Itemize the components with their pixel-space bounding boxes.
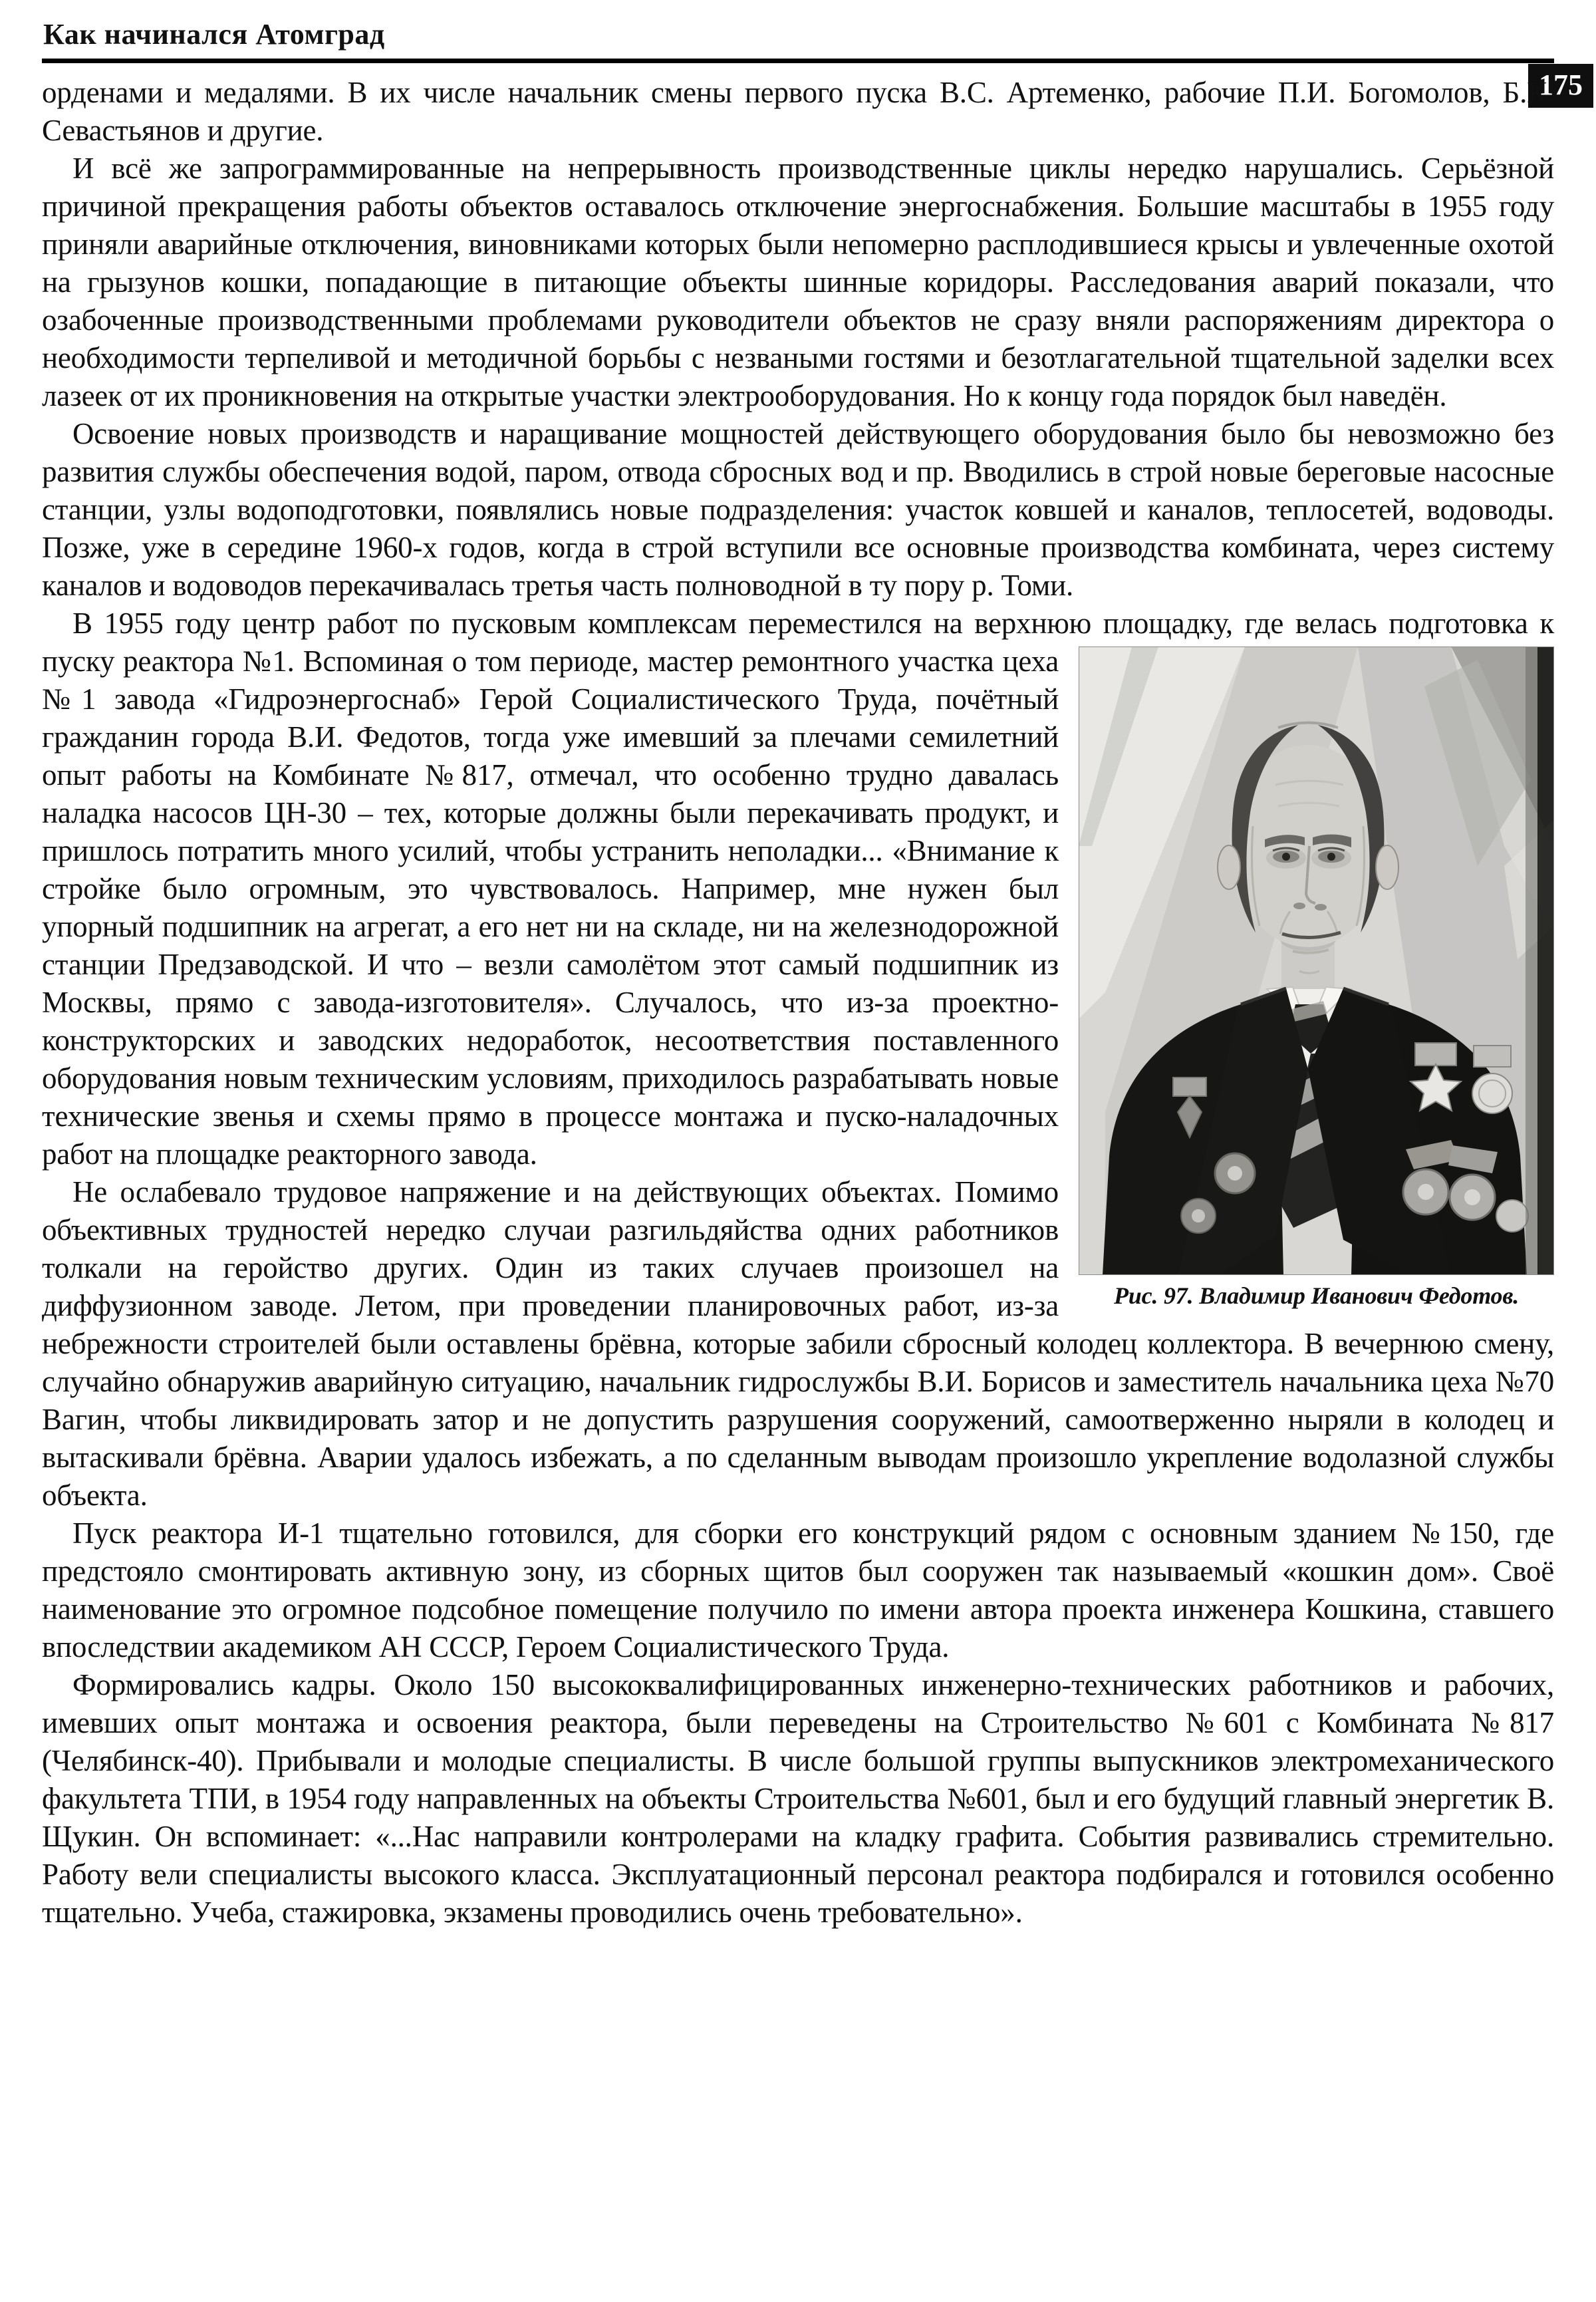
paragraph-1: орденами и медалями. В их числе начальник смены первого пуска В.С. Артеменко, рабочие П.И. Богомолов, Б.К. Севастьянов и другие. [42,76,1554,147]
body-text [42,74,1554,1932]
header-divider [42,59,1554,63]
page-content [42,17,1554,1932]
paragraph-6: Пуск реактора И-1 тщательно готовился, для сборки его конструкций рядом с основным зданием №150, где предстояло смонтировать активную зону, из сборных щитов был сооружен так называемый «кошкин дом». Своё наименование это огромное подсобное помещение получило по имени автора проекта инженера Кошкина, ставшего впоследствии академиком АН СССР, Героем Социалистического Труда. [42,1516,1554,1663]
page-title: Как начинался Атомград [43,18,385,51]
paragraph-5: Не ослабевало трудовое напряжение и на действующих объектах. Помимо объективных трудностей нередко случаи разгильдяйства одних работников толкали на геройство других. Один из таких случаев произошел на диффузионном заводе. Летом, при проведении планировочных работ, из-за небрежности строителей были оставлены брёвна, которые забили сбросный колодец коллектора. В вечернюю смену, случайно обнаружив аварийную ситуацию, начальник гидрослужбы В.И. Борисов и заместитель начальника цеха №70 Вагин, чтобы ликвидировать затор и не допустить разрушения сооружений, самоотверженно ныряли в колодец и вытаскивали брёвна. Аварии удалось избежать, а по сделанным выводам произошло укрепление водолазной службы объекта. [42,1175,1554,1512]
portrait-figure [1079,647,1554,1311]
paragraph-3: Освоение новых производств и наращивание мощностей действующего оборудования было бы невозможно без развития службы обеспечения водой, паром, отвода сбросных вод и пр. Вводились в строй новые береговые насосные станции, узлы водоподготовки, появлялись новые подразделения: участок ковшей и каналов, теплосетей, водоводы. Позже, уже в середине 1960-х годов, когда в строй вступили все основные производства комбината, через систему каналов и водоводов перекачивалась третья часть полноводной в ту пору р. Томи. [42,417,1554,602]
paragraph-7: Формировались кадры. Около 150 высококвалифицированных инженерно-технических работников и рабочих, имевших опыт монтажа и освоения реактора, были переведены на Строительство №601 с Комбината №817 (Челябинск-40). Прибывали и молодые специалисты. В числе большой группы выпускников электромеханического факультета ТПИ, в 1954 году направленных на объекты Строительства №601, был и его будущий главный энергетик В. Щукин. Он вспоминает: «...Нас направили контролерами на кладку графита. События развивались стремительно. Работу вели специалисты высокого класса. Эксплуатационный персонал реактора подбирался и готовился особенно тщательно. Учеба, стажировка, экзамены проводились очень требовательно». [42,1668,1554,1929]
scan-shadow [1526,647,1554,1275]
figure-caption: Рис. 97. Владимир Иванович Федотов. [1113,1282,1520,1309]
paragraph-4-rest: подготовка к пуску реактора №1. Вспоминая о том периоде, мастер ремонтного участка цеха №1 завода «Гидроэнергоснаб» Герой Социалистического Труда, почётный гражданин города В.И. Федотов, тогда уже имевший за плечами семилетний опыт работы на Комбинате №817, отмечал, что особенно трудно давалась наладка насосов ЦН-30 – тех, которые должны были перекачивать продукт, и пришлось потратить много усилий, чтобы устранить неполадки... «Внимание к стройке было огромным, это чувствовалось. Например, мне нужен был упорный подшипник на агрегат, а его нет ни на складе, ни на железнодорожной станции Предзаводской. И что – везли самолётом этот самый подшипник из Москвы, прямо с завода-изготовителя». Случалось, что из-за проектно-конструкторских и заводских недоработок, несоответствия поставленного оборудования новым техническим условиям, приходилось разрабатывать новые технические звенья и схемы прямо в процессе монтажа и пуско-наладочных работ на площадке реакторного завода. [42,607,1554,1171]
portrait-photo [1079,647,1554,1275]
page-header [42,17,1554,63]
paragraph-4-intro: В 1955 году центр работ по пусковым комплексам переместился на верхнюю площадку, где велась [72,607,1377,640]
paragraph-2: И всё же запрограммированные на непрерывность производственные циклы нередко нарушались. Серьёзной причиной прекращения работы объектов оставалось отключение энергоснабжения. Большие масштабы в 1955 году приняли аварийные отключения, виновниками которых были непомерно расплодившиеся крысы и увлеченные охотой на грызунов кошки, попадающие в питающие объекты шинные коридоры. Расследования аварий показали, что озабоченные производственными проблемами руководители объектов не сразу вняли распоряжениям директора о необходимости терпеливой и методичной борьбы с незваными гостями и безотлагательной тщательной заделки всех лазеек от их проникновения на открытые участки электрооборудования. Но к концу года порядок был наведён. [42,152,1554,412]
paragraph-4 [42,605,1554,1309]
page-number-badge: 175 [1528,64,1593,108]
